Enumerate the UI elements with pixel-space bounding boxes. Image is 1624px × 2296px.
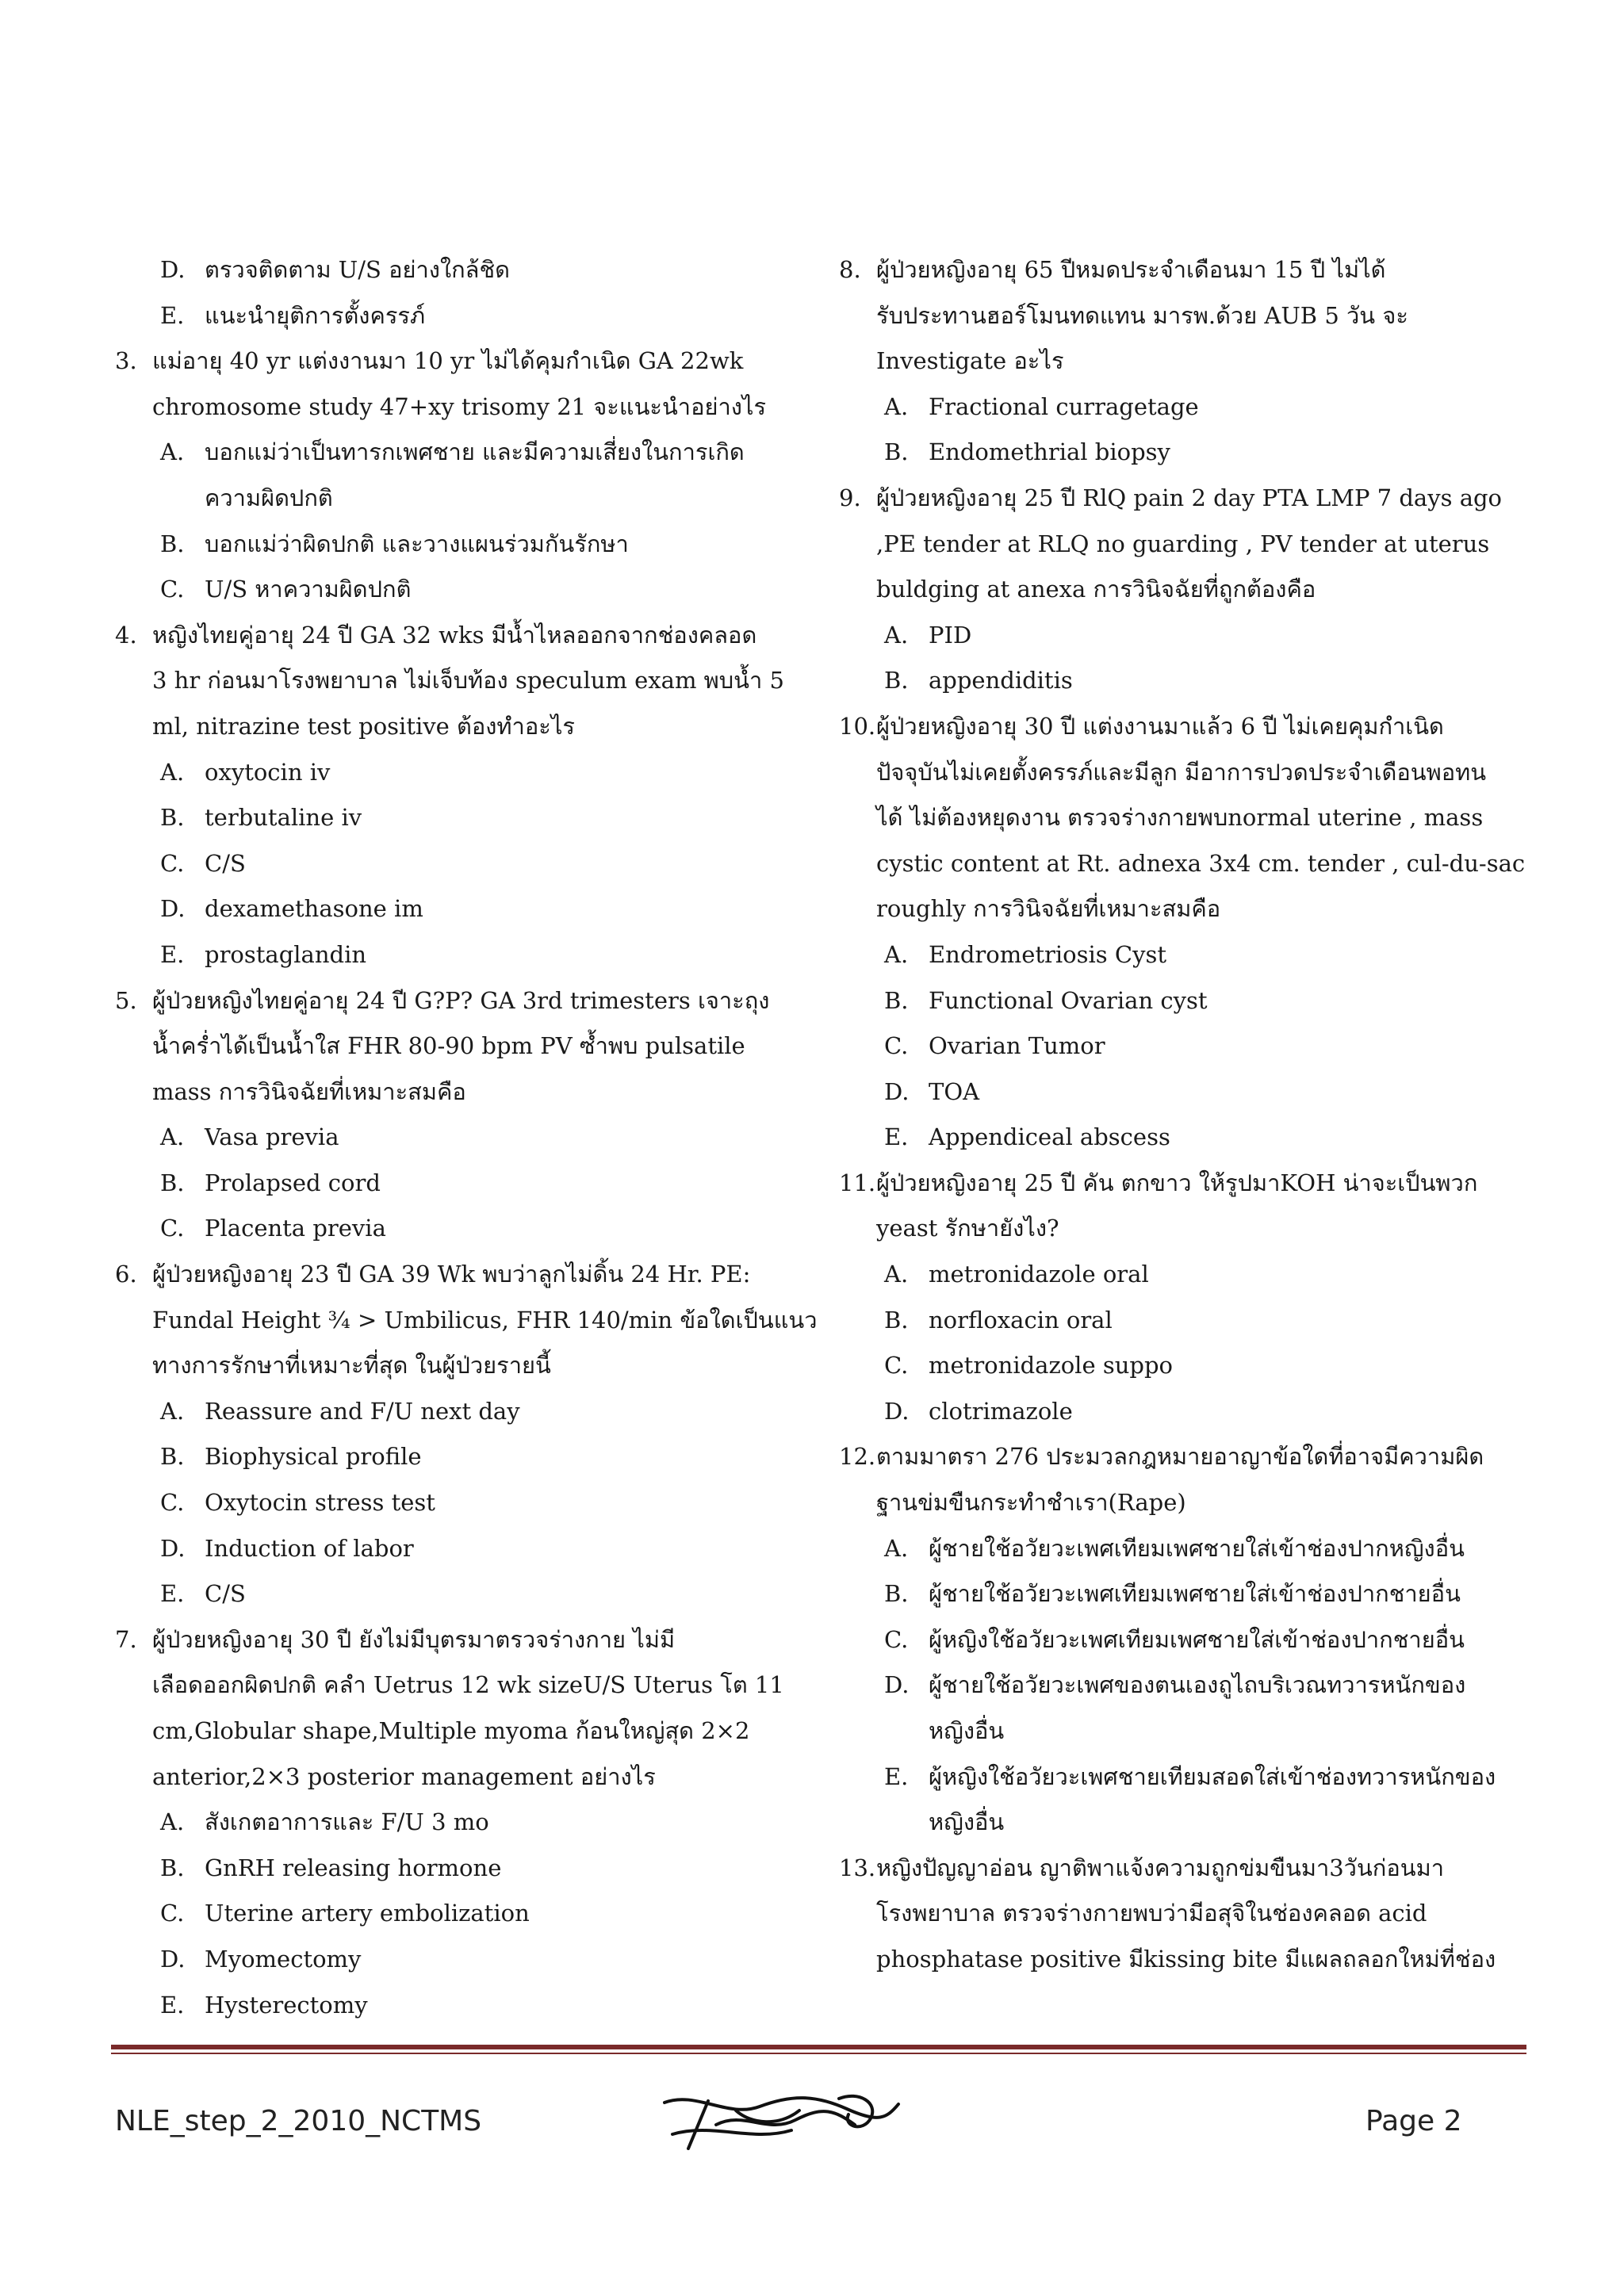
option-text: Endomethrial biopsy bbox=[929, 438, 1170, 466]
option-text: Fractional curragetage bbox=[929, 392, 1199, 420]
option-letter: E. bbox=[160, 1580, 185, 1608]
question-text: ผู้ป่วยหญิงอายุ 30 ปี ยังไม่มีบุตรมาตรวจร่างกาย ไม่มี bbox=[152, 1625, 676, 1653]
option-text: ผู้หญิงใช้อวัยวะเพศเทียมเพศชายใส่เข้าช่องปากชายอื่น bbox=[929, 1625, 1465, 1653]
option-letter: D. bbox=[160, 256, 186, 283]
answer-option bbox=[839, 1252, 1537, 1298]
option-letter: D. bbox=[884, 1077, 910, 1105]
option-text: ผู้ชายใช้อวัยวะเพศเทียมเพศชายใส่เข้าช่องปากชายอื่น bbox=[929, 1580, 1461, 1608]
option-letter: B. bbox=[884, 667, 909, 695]
answer-option bbox=[115, 795, 797, 841]
question-number: 12. bbox=[839, 1443, 876, 1471]
option-text: dexamethasone im bbox=[205, 895, 423, 923]
question-text-continued: Fundal Height ¾ > Umbilicus, FHR 140/min ข้อใดเป็นแนว bbox=[152, 1306, 818, 1334]
option-text-continued: หญิงอื่น bbox=[929, 1808, 1005, 1836]
option-text: บอกแม่ว่าผิดปกติ และวางแผนร่วมกันรักษา bbox=[205, 530, 629, 557]
answer-option bbox=[115, 1389, 797, 1435]
option-text: ผู้ชายใช้อวัยวะเพศเทียมเพศชายใส่เข้าช่องปากหญิงอื่น bbox=[929, 1534, 1465, 1562]
option-text: Myomectomy bbox=[205, 1945, 362, 1973]
answer-option bbox=[115, 1206, 797, 1252]
answer-option bbox=[839, 1343, 1537, 1389]
option-letter: D. bbox=[884, 1671, 910, 1699]
answer-option bbox=[115, 247, 797, 293]
question-line bbox=[839, 476, 1537, 522]
question-number: 13. bbox=[839, 1854, 876, 1881]
footer-page-number: Page 2 bbox=[1365, 2105, 1462, 2137]
option-text: C/S bbox=[205, 1580, 246, 1608]
option-letter: C. bbox=[884, 1352, 909, 1380]
option-text: PID bbox=[929, 621, 972, 649]
option-letter: A. bbox=[160, 1808, 185, 1836]
option-text: C/S bbox=[205, 849, 246, 877]
question-line bbox=[115, 613, 797, 659]
option-letter: E. bbox=[160, 1991, 185, 2019]
question-line bbox=[115, 1252, 797, 1298]
option-letter: C. bbox=[160, 849, 185, 877]
question-text-continued: ฐานข่มขืนกระทำชำเรา(Rape) bbox=[876, 1489, 1186, 1517]
option-text: Functional Ovarian cyst bbox=[929, 986, 1208, 1014]
option-letter: D. bbox=[884, 1397, 910, 1425]
question-text-continued: ทางการรักษาที่เหมาะที่สุด ในผู้ป่วยรายนี้ bbox=[152, 1352, 551, 1380]
footer-rule-thin bbox=[111, 2053, 1526, 2054]
option-letter: E. bbox=[160, 940, 185, 968]
option-letter: A. bbox=[884, 1261, 909, 1288]
answer-option bbox=[839, 1571, 1537, 1617]
question-text-continued: cm,Globular shape,Multiple myoma ก้อนใหญ่สุด 2×2 bbox=[152, 1717, 750, 1744]
option-text: Prolapsed cord bbox=[205, 1169, 381, 1196]
option-text: Uterine artery embolization bbox=[205, 1900, 530, 1927]
option-letter: A. bbox=[160, 1123, 185, 1151]
question-text: หญิงปัญญาอ่อน ญาติพาแจ้งความถูกข่มขืนมา3วันก่อนมา bbox=[876, 1854, 1444, 1881]
question-number: 8. bbox=[839, 256, 861, 283]
option-text: norfloxacin oral bbox=[929, 1306, 1113, 1334]
question-text: หญิงไทยคู่อายุ 24 ปี GA 32 wks มีน้ำไหลออกจากช่องคลอด bbox=[152, 621, 757, 649]
answer-option bbox=[839, 1298, 1537, 1344]
question-text-continued: รับประทานฮอร์โมนทดแทน มารพ.ด้วย AUB 5 วัน จะ bbox=[876, 301, 1408, 329]
question-text-continued: chromosome study 47+xy trisomy 21 จะแนะนำอย่างไร bbox=[152, 392, 767, 420]
question-line bbox=[115, 978, 797, 1024]
question-number: 10. bbox=[839, 712, 876, 740]
question-line bbox=[839, 704, 1537, 750]
answer-option bbox=[115, 932, 797, 978]
answer-option bbox=[839, 1526, 1537, 1572]
answer-option bbox=[115, 1891, 797, 1937]
answer-option bbox=[839, 430, 1537, 476]
footer-rule-thick bbox=[111, 2045, 1526, 2049]
question-text-continued: ml, nitrazine test positive ต้องทำอะไร bbox=[152, 712, 575, 740]
option-letter: A. bbox=[160, 1397, 185, 1425]
answer-option bbox=[115, 1526, 797, 1572]
option-letter: B. bbox=[160, 530, 185, 557]
option-text: สังเกตอาการและ F/U 3 mo bbox=[205, 1808, 489, 1836]
question-text-continued: buldging at anexa การวินิจฉัยที่ถูกต้องคือ bbox=[876, 576, 1316, 603]
question-text-continued: cystic content at Rt. adnexa 3x4 cm. tender , cul-du-sac bbox=[876, 849, 1526, 877]
answer-option bbox=[115, 1983, 797, 2029]
question-number: 9. bbox=[839, 484, 861, 511]
option-text: TOA bbox=[929, 1077, 980, 1105]
answer-option bbox=[839, 932, 1537, 978]
option-letter: B. bbox=[884, 1306, 909, 1334]
option-letter: D. bbox=[160, 1945, 186, 1973]
question-number: 3. bbox=[115, 347, 137, 375]
answer-option bbox=[115, 1434, 797, 1480]
question-number: 7. bbox=[115, 1625, 137, 1653]
answer-option bbox=[115, 430, 797, 476]
question-line bbox=[839, 1846, 1537, 1892]
question-text-continued: anterior,2×3 posterior management อย่างไร bbox=[152, 1762, 656, 1790]
option-letter: A. bbox=[884, 940, 909, 968]
answer-option bbox=[115, 1937, 797, 1983]
option-text: Biophysical profile bbox=[205, 1443, 422, 1471]
option-letter: A. bbox=[884, 621, 909, 649]
question-text-continued: Investigate อะไร bbox=[876, 347, 1064, 375]
answer-option bbox=[115, 1846, 797, 1892]
option-text: Endrometriosis Cyst bbox=[929, 940, 1167, 968]
question-text-continued: roughly การวินิจฉัยที่เหมาะสมคือ bbox=[876, 895, 1221, 923]
answer-option bbox=[839, 1070, 1537, 1115]
option-letter: B. bbox=[160, 1169, 185, 1196]
option-text: Vasa previa bbox=[205, 1123, 339, 1151]
question-line bbox=[115, 339, 797, 385]
question-text-continued: ปัจจุบันไม่เคยตั้งครรภ์และมีลูก มีอาการปวดประจำเดือนพอทน bbox=[876, 758, 1487, 786]
answer-option bbox=[839, 1663, 1537, 1709]
question-text: ผู้ป่วยหญิงอายุ 30 ปี แต่งงานมาแล้ว 6 ปี ไม่เคยคุมกำเนิด bbox=[876, 712, 1444, 740]
option-text: ผู้ชายใช้อวัยวะเพศของตนเองถูไถบริเวณทวารหนักของ bbox=[929, 1671, 1466, 1699]
option-letter: B. bbox=[884, 1580, 909, 1608]
option-text: Appendiceal abscess bbox=[929, 1123, 1170, 1151]
answer-option bbox=[115, 750, 797, 796]
answer-option bbox=[839, 385, 1537, 430]
option-text-continued: ความผิดปกติ bbox=[205, 484, 333, 511]
answer-option bbox=[115, 522, 797, 568]
question-text: ตามมาตรา 276 ประมวลกฎหมายอาญาข้อใดที่อาจมีความผิด bbox=[876, 1443, 1484, 1471]
question-text-continued: ได้ ไม่ต้องหยุดงาน ตรวจร่างกายพบnormal uterine , mass bbox=[876, 804, 1484, 832]
answer-option bbox=[839, 978, 1537, 1024]
answer-option bbox=[115, 841, 797, 887]
right-column bbox=[839, 247, 1537, 1983]
option-letter: E. bbox=[160, 301, 185, 329]
option-letter: E. bbox=[884, 1123, 909, 1151]
answer-option bbox=[115, 567, 797, 613]
option-letter: A. bbox=[160, 758, 185, 786]
question-text: ผู้ป่วยหญิงอายุ 65 ปีหมดประจำเดือนมา 15 ปี ไม่ได้ bbox=[876, 256, 1386, 283]
option-text: บอกแม่ว่าเป็นทารกเพศชาย และมีความเสี่ยงในการเกิด bbox=[205, 438, 745, 466]
option-letter: C. bbox=[884, 1032, 909, 1060]
question-text: ผู้ป่วยหญิงอายุ 25 ปี RlQ pain 2 day PTA LMP 7 days ago bbox=[876, 484, 1503, 511]
option-text: ตรวจติดตาม U/S อย่างใกล้ชิด bbox=[205, 256, 510, 283]
option-letter: A. bbox=[160, 438, 185, 466]
option-letter: B. bbox=[160, 804, 185, 832]
question-line bbox=[839, 1434, 1537, 1480]
question-number: 5. bbox=[115, 986, 137, 1014]
answer-option bbox=[115, 1115, 797, 1161]
option-letter: D. bbox=[160, 1534, 186, 1562]
question-text: ผู้ป่วยหญิงอายุ 25 ปี คัน ตกขาว ให้รูปมาKOH น่าจะเป็นพวก bbox=[876, 1169, 1478, 1196]
question-text: ผู้ป่วยหญิงอายุ 23 ปี GA 39 Wk พบว่าลูกไม่ดิ้น 24 Hr. PE: bbox=[152, 1261, 751, 1288]
question-text-continued: phosphatase positive มีkissing bite มีแผลถลอกใหม่ที่ช่อง bbox=[876, 1945, 1496, 1973]
question-line bbox=[839, 247, 1537, 293]
answer-option bbox=[115, 293, 797, 339]
option-letter: C. bbox=[160, 576, 185, 603]
question-number: 11. bbox=[839, 1169, 876, 1196]
answer-option bbox=[839, 1617, 1537, 1663]
answer-option bbox=[115, 1480, 797, 1526]
option-text: Induction of labor bbox=[205, 1534, 414, 1562]
question-text-continued: เลือดออกผิดปกติ คลำ Uetrus 12 wk sizeU/S Uterus โต 11 bbox=[152, 1671, 784, 1699]
question-text-continued: น้ำคร่ำได้เป็นน้ำใส FHR 80-90 bpm PV ซ้ำพบ pulsatile bbox=[152, 1032, 745, 1060]
option-text: GnRH releasing hormone bbox=[205, 1854, 502, 1881]
option-letter: C. bbox=[160, 1215, 185, 1242]
answer-option bbox=[839, 1024, 1537, 1070]
option-letter: E. bbox=[884, 1762, 909, 1790]
question-text-continued: ,PE tender at RLQ no guarding , PV tender at uterus bbox=[876, 530, 1490, 557]
option-text: Placenta previa bbox=[205, 1215, 386, 1242]
option-text: prostaglandin bbox=[205, 940, 367, 968]
option-letter: D. bbox=[160, 895, 186, 923]
question-text-continued: mass การวินิจฉัยที่เหมาะสมคือ bbox=[152, 1077, 466, 1105]
answer-option bbox=[115, 1161, 797, 1207]
option-letter: B. bbox=[160, 1443, 185, 1471]
option-letter: A. bbox=[884, 1534, 909, 1562]
footer-document-id: NLE_step_2_2010_NCTMS bbox=[115, 2105, 482, 2137]
option-text: Reassure and F/U next day bbox=[205, 1397, 520, 1425]
left-column bbox=[115, 247, 818, 2028]
option-text: clotrimazole bbox=[929, 1397, 1073, 1425]
question-text: แม่อายุ 40 yr แต่งงานมา 10 yr ไม่ได้คุมกำเนิด GA 22wk bbox=[152, 347, 744, 375]
question-text-continued: 3 hr ก่อนมาโรงพยาบาล ไม่เจ็บท้อง speculum exam พบน้ำ 5 bbox=[152, 667, 784, 695]
option-text: oxytocin iv bbox=[205, 758, 331, 786]
option-letter: B. bbox=[160, 1854, 185, 1881]
answer-option bbox=[839, 658, 1537, 704]
caduceus-logo-icon bbox=[641, 2087, 910, 2150]
option-letter: B. bbox=[884, 438, 909, 466]
option-letter: C. bbox=[884, 1625, 909, 1653]
question-text-continued: โรงพยาบาล ตรวจร่างกายพบว่ามีอสุจิในช่องคลอด acid bbox=[876, 1900, 1427, 1927]
option-letter: B. bbox=[884, 986, 909, 1014]
answer-option bbox=[115, 1571, 797, 1617]
option-letter: C. bbox=[160, 1489, 185, 1517]
question-line bbox=[839, 1161, 1537, 1207]
question-text-continued: yeast รักษายังไง? bbox=[876, 1215, 1059, 1242]
option-text: terbutaline iv bbox=[205, 804, 362, 832]
option-text: metronidazole oral bbox=[929, 1261, 1149, 1288]
option-letter: A. bbox=[884, 392, 909, 420]
option-text: ผู้หญิงใช้อวัยวะเพศชายเทียมสอดใส่เข้าช่องทวารหนักของ bbox=[929, 1762, 1496, 1790]
option-letter: C. bbox=[160, 1900, 185, 1927]
option-text: แนะนำยุติการตั้งครรภ์ bbox=[205, 301, 426, 329]
answer-option bbox=[839, 613, 1537, 659]
option-text: U/S หาความผิดปกติ bbox=[205, 576, 412, 603]
option-text: appendiditis bbox=[929, 667, 1073, 695]
question-text: ผู้ป่วยหญิงไทยคู่อายุ 24 ปี G?P? GA 3rd trimesters เจาะถุง bbox=[152, 986, 770, 1014]
option-text: Hysterectomy bbox=[205, 1991, 368, 2019]
option-text-continued: หญิงอื่น bbox=[929, 1717, 1005, 1744]
answer-option bbox=[839, 1115, 1537, 1161]
question-number: 6. bbox=[115, 1261, 137, 1288]
answer-option bbox=[115, 1800, 797, 1846]
question-number: 4. bbox=[115, 621, 137, 649]
option-text: metronidazole suppo bbox=[929, 1352, 1173, 1380]
question-line bbox=[115, 1617, 797, 1663]
option-text: Ovarian Tumor bbox=[929, 1032, 1105, 1060]
answer-option bbox=[839, 1389, 1537, 1435]
option-text: Oxytocin stress test bbox=[205, 1489, 435, 1517]
answer-option bbox=[115, 886, 797, 932]
answer-option bbox=[839, 1755, 1537, 1800]
